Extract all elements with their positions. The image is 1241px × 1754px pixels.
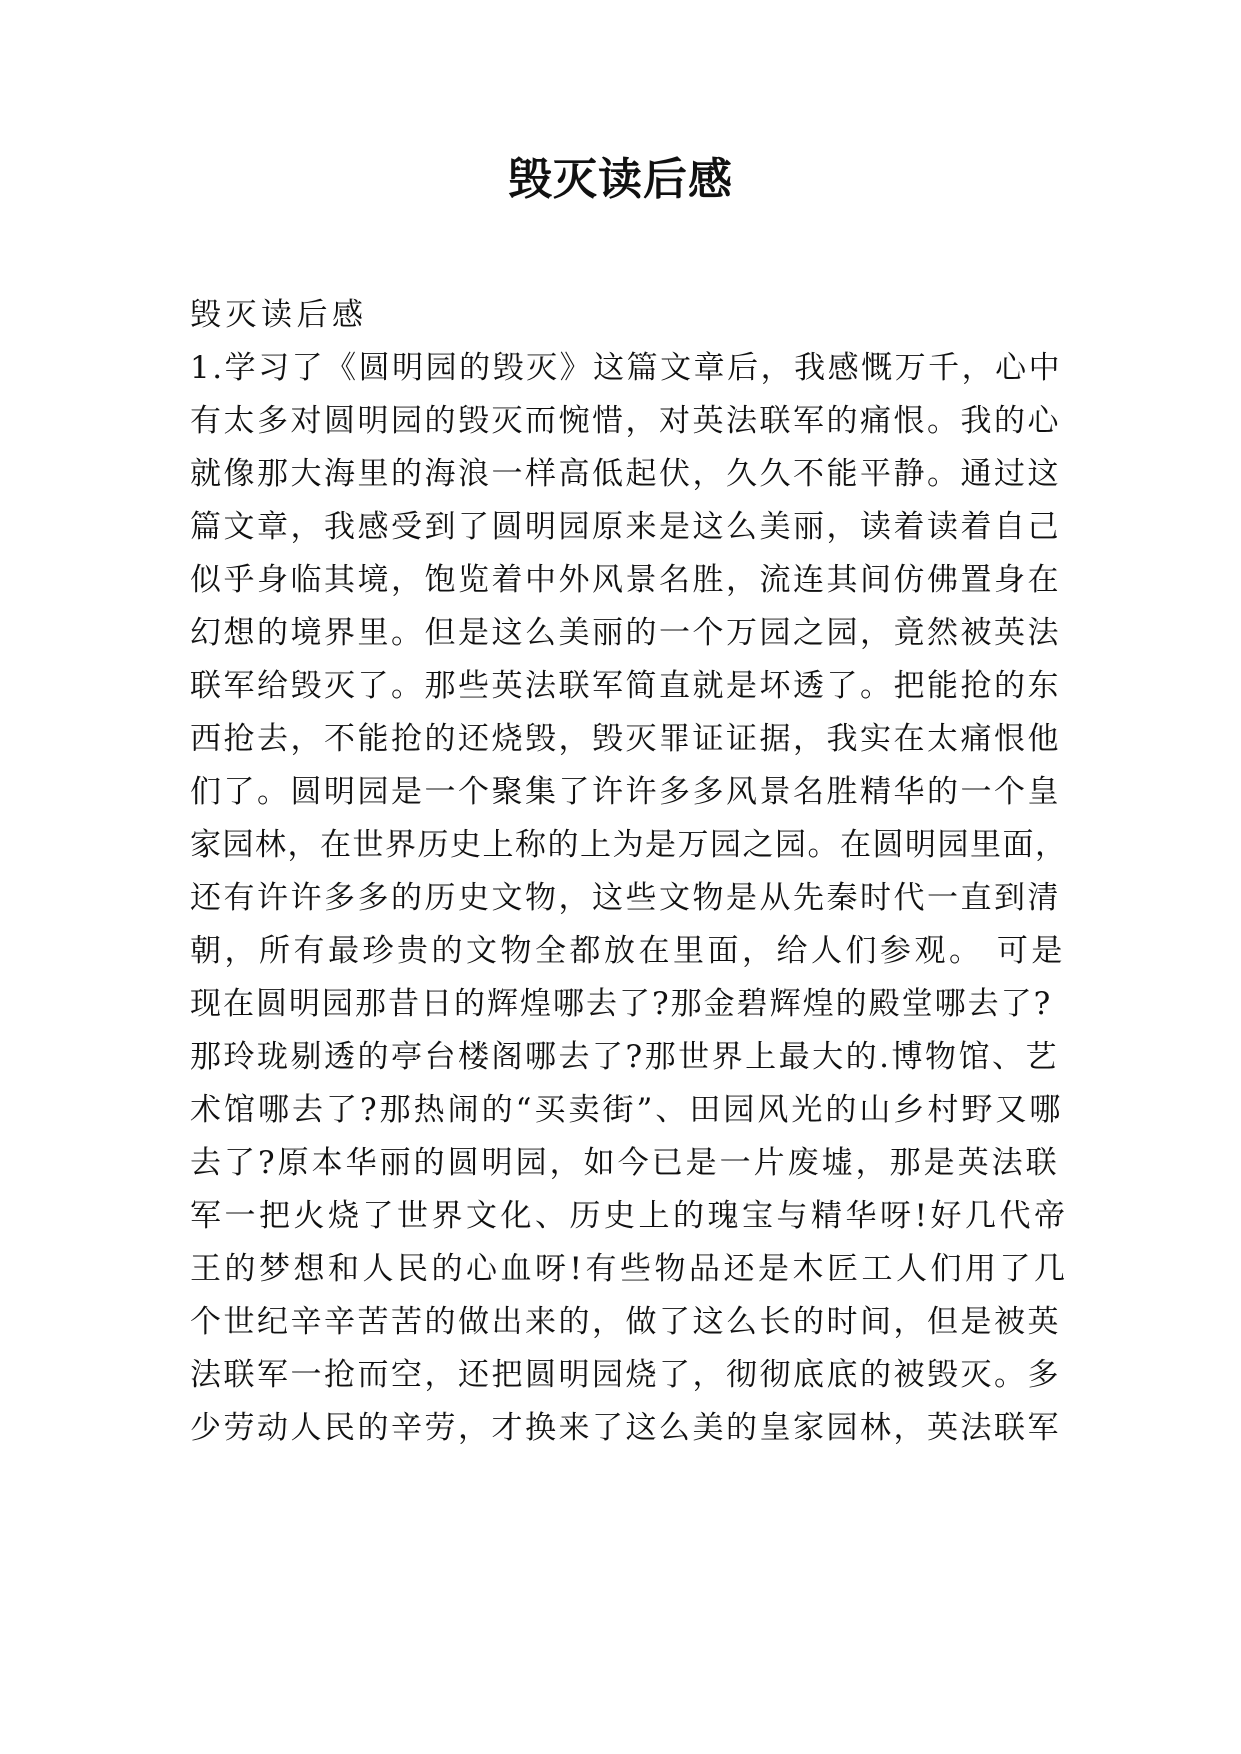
body-line: 幻想的境界里。但是这么美丽的一个万园之园，竟然被英法 (190, 615, 1061, 651)
body-line: 王的梦想和人民的心血呀!有些物品还是木匠工人们用了几 (190, 1251, 1069, 1287)
body-line: 似乎身临其境，饱览着中外风景名胜，流连其间仿佛置身在 (190, 562, 1061, 598)
body-line: 联军给毁灭了。那些英法联军简直就是坏透了。把能抢的东 (190, 668, 1061, 704)
body-line: 少劳动人民的辛劳，才换来了这么美的皇家园林，英法联军 (190, 1410, 1061, 1446)
body-line: 军一把火烧了世界文化、历史上的瑰宝与精华呀!好几代帝 (190, 1198, 1069, 1234)
body-line: 毁灭读后感 (190, 297, 368, 333)
body-line: 1.学习了《圆明园的毁灭》这篇文章后，我感慨万千，心中 (190, 350, 1063, 386)
body-line: 西抢去，不能抢的还烧毁，毁灭罪证证据，我实在太痛恨他 (190, 721, 1061, 757)
body-line: 个世纪辛辛苦苦的做出来的，做了这么长的时间，但是被英 (190, 1304, 1061, 1340)
body-line: 法联军一抢而空，还把圆明园烧了，彻彻底底的被毁灭。多 (190, 1357, 1061, 1393)
body-line: 现在圆明园那昔日的辉煌哪去了?那金碧辉煌的殿堂哪去了? (190, 986, 1053, 1022)
body-line: 篇文章，我感受到了圆明园原来是这么美丽，读着读着自己 (190, 509, 1061, 545)
body-line: 朝，所有最珍贵的文物全都放在里面，给人们参观。 可是 (190, 933, 1066, 969)
body-line: 有太多对圆明园的毁灭而惋惜，对英法联军的痛恨。我的心 (190, 403, 1061, 439)
document-body (190, 289, 1070, 1455)
body-line: 去了?原本华丽的圆明园，如今已是一片废墟，那是英法联 (190, 1145, 1060, 1181)
body-line: 还有许许多多的历史文物，这些文物是从先秦时代一直到清 (190, 880, 1061, 916)
body-line: 那玲珑剔透的亭台楼阁哪去了?那世界上最大的.博物馆、艺 (190, 1039, 1059, 1075)
body-line: 术馆哪去了?那热闹的“买卖街”、田园风光的山乡村野又哪 (190, 1092, 1064, 1128)
body-line: 家园林，在世界历史上称的上为是万园之园。在圆明园里面， (190, 827, 1068, 863)
body-line: 就像那大海里的海浪一样高低起伏，久久不能平静。通过这 (190, 456, 1061, 492)
document-title: 毁灭读后感 (508, 154, 733, 205)
body-line: 们了。圆明园是一个聚集了许许多多风景名胜精华的一个皇 (190, 774, 1061, 810)
